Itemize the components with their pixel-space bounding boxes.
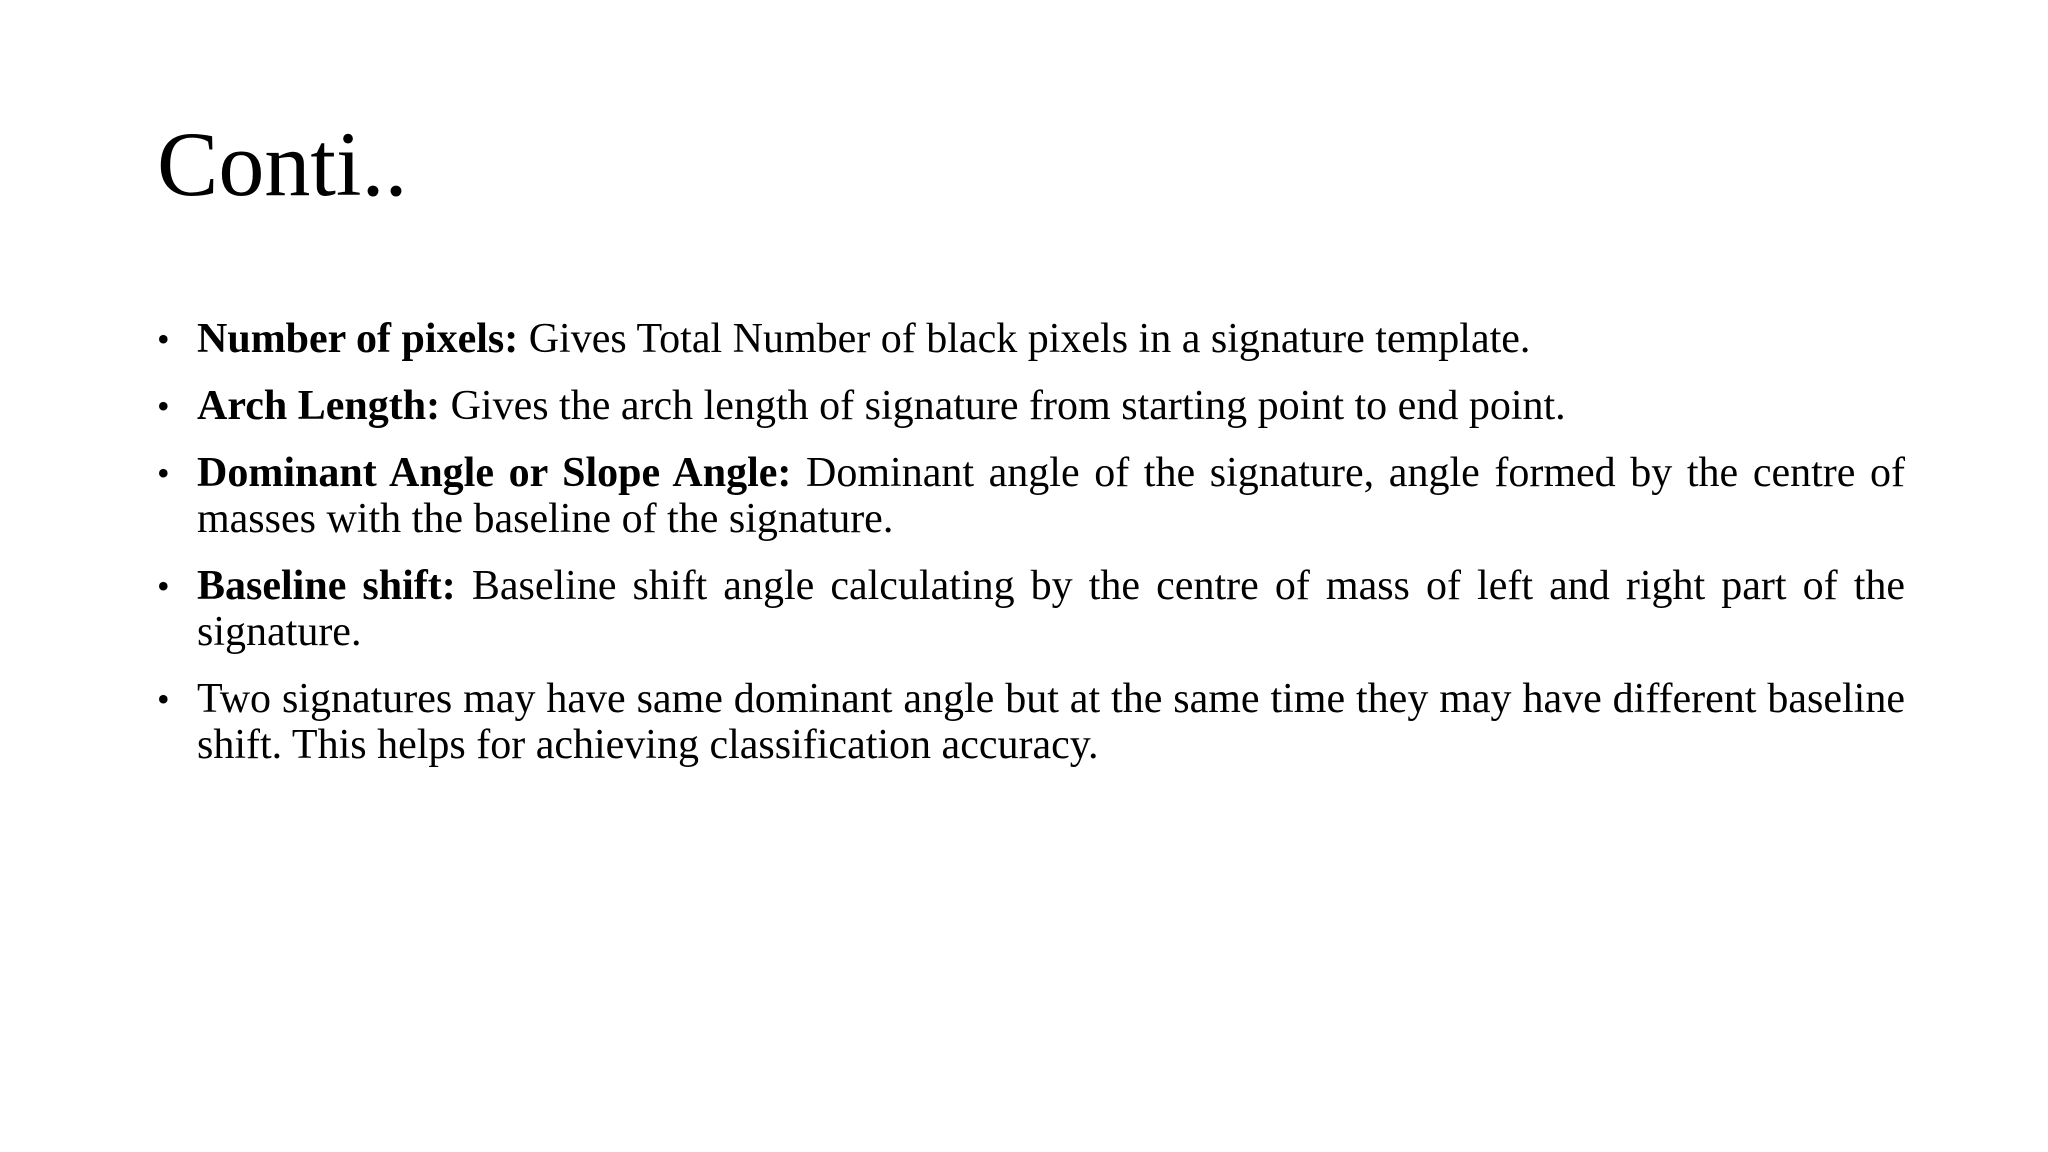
bullet-lead: Dominant Angle or Slope Angle: — [197, 450, 792, 496]
bullet-item-arch-length — [157, 383, 1905, 429]
bullet-text: Baseline shift angle calculating by the centre of mass of left and right part of the signature. — [197, 563, 1906, 655]
bullet-text: Gives the arch length of signature from starting point to end point. — [440, 383, 1566, 429]
bullet-item-dominant-angle — [157, 450, 1905, 542]
bullet-text: Gives Total Number of black pixels in a signature template. — [518, 316, 1531, 362]
bullet-item-baseline-shift — [157, 563, 1905, 655]
bullet-dot: • — [157, 386, 170, 426]
bullet-lead: Baseline shift: — [197, 563, 456, 609]
bullet-dot: • — [157, 453, 170, 493]
bullet-text: Dominant angle of the signature, angle formed by the centre of masses with the baseline of the signature. — [197, 450, 1905, 542]
bullet-dot: • — [157, 319, 170, 359]
bullet-lead: Arch Length: — [197, 383, 441, 429]
slide-title: Conti.. — [157, 113, 408, 215]
bullet-dot: • — [157, 566, 170, 606]
bullet-dot: • — [157, 679, 170, 719]
bullet-text: Two signatures may have same dominant angle but at the same time they may have different baseline shift. This helps for achieving classification accuracy. — [197, 676, 1905, 768]
bullet-item-number-of-pixels — [157, 316, 1905, 362]
bullet-lead: Number of pixels: — [197, 316, 519, 362]
bullet-list — [157, 316, 1905, 789]
bullet-item-classification-note — [157, 676, 1905, 768]
